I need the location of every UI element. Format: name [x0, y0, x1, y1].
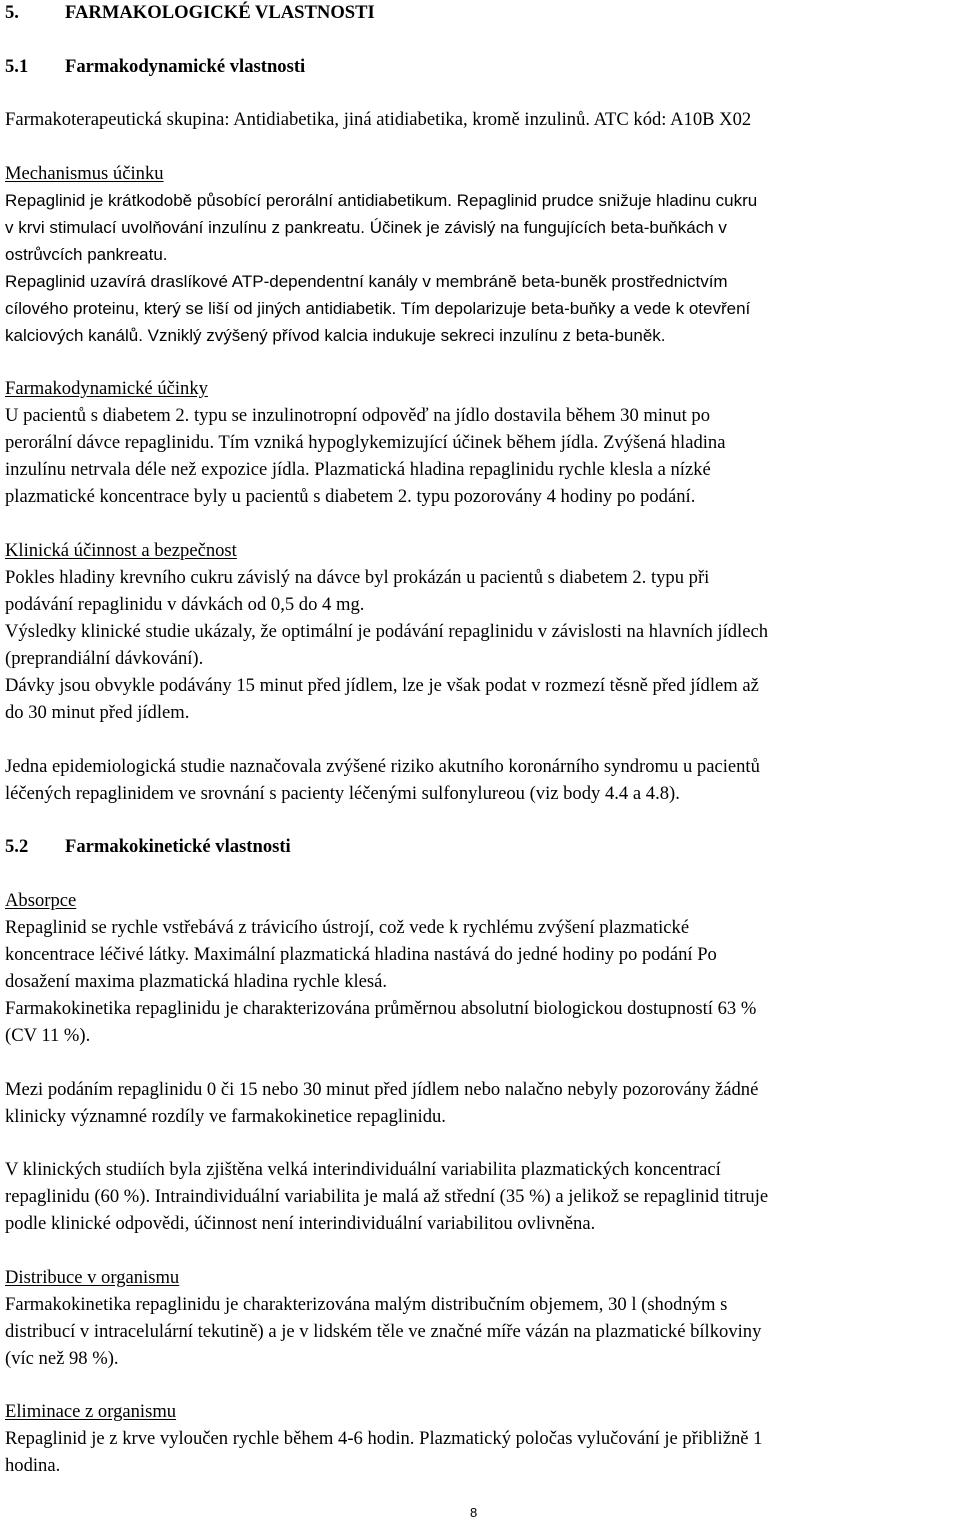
text-line: koncentrace léčivé látky. Maximální plazmatická hladina nastává do jedné hodiny po podání Po: [5, 944, 717, 965]
text-line: U pacientů s diabetem 2. typu se inzulinotropní odpověď na jídlo dostavila během 30 minut po: [5, 405, 711, 426]
subheading-pharmacodynamic-effects: Farmakodynamické účinky: [5, 378, 208, 399]
text-line: Repaglinid se rychle vstřebává z trávicího ústrojí, což vede k rychlému zvýšení plazmatické: [5, 917, 690, 938]
text-line: V klinických studiích byla zjištěna velká interindividuální variabilita plazmatických koncentrací: [5, 1159, 721, 1180]
section-number: 5.: [5, 2, 19, 23]
text-line: inzulínu netrvala déle než expozice jídla. Plazmatická hladina repaglinidu rychle klesla a nízké: [5, 459, 711, 480]
text-line: léčených repaglinidem ve srovnání s pacienty léčenými sulfonylureou (viz body 4.4 a 4.8).: [5, 783, 680, 804]
text-line: Výsledky klinické studie ukázaly, že optimální je podávání repaglinidu v závislosti na hlavních jídlech: [5, 621, 768, 642]
text-line: kalciových kanálů. Vzniklý zvýšený přívod kalcia indukuje sekreci inzulínu z beta-buněk.: [5, 326, 666, 345]
text-line: Jedna epidemiologická studie naznačovala zvýšené riziko akutního koronárního syndromu u pacientů: [5, 756, 760, 777]
subheading-clinical-efficacy: Klinická účinnost a bezpečnost: [5, 540, 237, 561]
text-line: distribucí v intracelulární tekutině) a je v lidském těle ve značné míře vázán na plazmatické bílkoviny: [5, 1321, 762, 1342]
section-number: 5.1: [5, 56, 29, 77]
text-line: (víc než 98 %).: [5, 1348, 119, 1369]
subheading-mechanism: Mechanismus účinku: [5, 163, 164, 184]
text-line: dosažení maxima plazmatická hladina rychle klesá.: [5, 971, 388, 992]
section-title: FARMAKOLOGICKÉ VLASTNOSTI: [65, 2, 375, 23]
subheading-distribution: Distribuce v organismu: [5, 1267, 180, 1288]
text-line: v krvi stimulací uvolňování inzulínu z pankreatu. Účinek je závislý na fungujících beta-buňkách v: [5, 218, 727, 237]
text-line: Repaglinid uzavírá draslíkové ATP-dependentní kanály v membráně beta-buněk prostřednictvím: [5, 272, 728, 291]
text-line: Farmakokinetika repaglinidu je charakterizována průměrnou absolutní biologickou dostupností 63 %: [5, 998, 757, 1019]
subheading-absorption: Absorpce: [5, 890, 77, 911]
section-heading-5-1: [5, 56, 305, 78]
section-title: Farmakokinetické vlastnosti: [65, 836, 291, 857]
section-title: Farmakodynamické vlastnosti: [65, 56, 306, 77]
section-number: 5.2: [5, 836, 29, 857]
text-line: Dávky jsou obvykle podávány 15 minut před jídlem, lze je však podat v rozmezí těsně před jídlem až: [5, 675, 759, 696]
text-line: Farmakoterapeutická skupina: Antidiabetika, jiná atidiabetika, kromě inzulinů. ATC kód: A10B X02: [5, 109, 752, 130]
text-line: ostrůvcích pankreatu.: [5, 245, 168, 264]
text-line: cílového proteinu, který se liší od jiných antidiabetik. Tím depolarizuje beta-buňky a vede k otevření: [5, 299, 751, 318]
subheading-elimination: Eliminace z organismu: [5, 1401, 177, 1422]
text-line: (CV 11 %).: [5, 1025, 91, 1046]
text-line: klinicky významné rozdíly ve farmakokinetice repaglinidu.: [5, 1106, 446, 1127]
text-line: (preprandiální dávkování).: [5, 648, 204, 669]
text-line: Repaglinid je z krve vyloučen rychle během 4-6 hodin. Plazmatický poločas vylučování je přibližně 1: [5, 1428, 763, 1449]
text-line: Repaglinid je krátkodobě působící perorální antidiabetikum. Repaglinid prudce snižuje hladinu cukru: [5, 191, 758, 210]
text-line: Mezi podáním repaglinidu 0 či 15 nebo 30 minut před jídlem nebo nalačno nebyly pozorovány žádné: [5, 1079, 759, 1100]
page-number: 8: [470, 1505, 478, 1520]
text-line: Farmakokinetika repaglinidu je charakterizována malým distribučním objemem, 30 l (shodným s: [5, 1294, 728, 1315]
text-line: podávání repaglinidu v dávkách od 0,5 do 4 mg.: [5, 594, 365, 615]
text-line: podle klinické odpovědi, účinnost není interindividuální variabilitou ovlivněna.: [5, 1213, 596, 1234]
text-line: repaglinidu (60 %). Intraindividuální variabilita je malá až střední (35 %) a jelikož se repaglinid titruje: [5, 1186, 769, 1207]
text-line: perorální dávce repaglinidu. Tím vzniká hypoglykemizující účinek během jídla. Zvýšená hladina: [5, 432, 726, 453]
section-heading-5: [5, 2, 375, 24]
text-line: plazmatické koncentrace byly u pacientů s diabetem 2. typu pozorovány 4 hodiny po podání.: [5, 486, 696, 507]
section-heading-5-2: [5, 836, 291, 858]
text-line: do 30 minut před jídlem.: [5, 702, 190, 723]
text-line: hodina.: [5, 1455, 61, 1476]
text-line: Pokles hladiny krevního cukru závislý na dávce byl prokázán u pacientů s diabetem 2. typu při: [5, 567, 710, 588]
